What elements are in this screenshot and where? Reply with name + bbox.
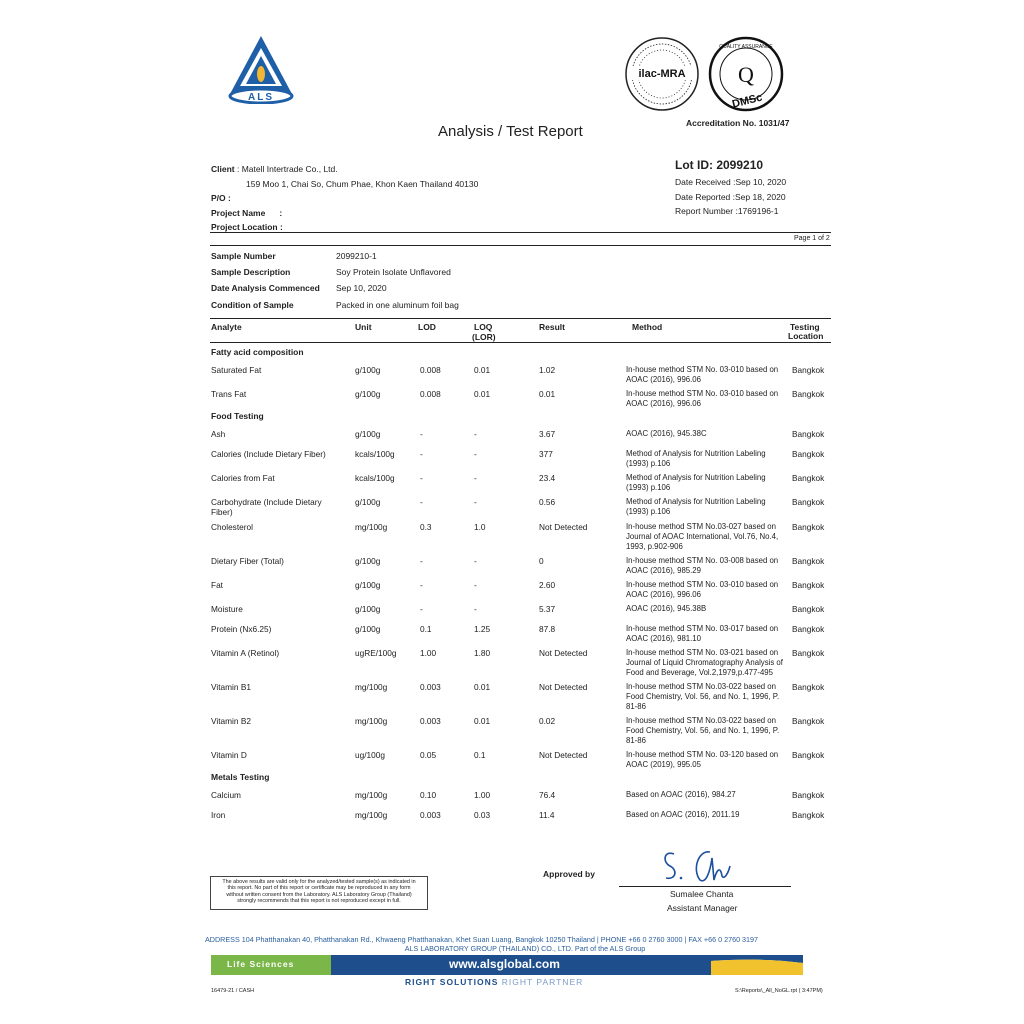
header-testing: Testing <box>790 322 820 332</box>
sample-number-label: Sample Number <box>211 251 276 261</box>
analyte-cell: Calories (Include Dietary Fiber) <box>211 449 326 459</box>
footer-address <box>205 935 825 953</box>
unit-cell: g/100g <box>355 389 381 399</box>
po-label: P/O : <box>211 193 231 203</box>
unit-cell: g/100g <box>355 429 381 439</box>
footer-address-line: ADDRESS 104 Phatthanakan 40, Phatthanakan Rd., Khwaeng Phatthanakan, Khet Suan Luang, Bangkok 10250 Thailand | PHONE +66 0 2760 3000 | FAX +66 0 2760 3197 <box>205 935 759 944</box>
loq-cell: 0.03 <box>474 810 491 820</box>
unit-cell: mg/100g <box>355 716 388 726</box>
loq-cell: - <box>474 604 477 614</box>
sample-description-label: Sample Description <box>211 267 291 278</box>
disclaimer-line: strongly recommends that this report is not reproduced except in full. <box>237 897 401 904</box>
location-cell: Bangkok <box>792 790 825 800</box>
unit-cell: ug/100g <box>355 750 385 760</box>
location-cell: Bangkok <box>792 624 825 634</box>
disclaimer-line: without written consent from the Laboratory. ALS Laboratory Group (Thailand) <box>226 891 412 898</box>
location-cell: Bangkok <box>792 429 825 439</box>
location-cell: Bangkok <box>792 473 825 483</box>
unit-cell: mg/100g <box>355 810 388 820</box>
analyte-cell: Calcium <box>211 790 241 800</box>
method-cell: AOAC (2016), 945.38B <box>626 604 707 613</box>
location-cell: Bangkok <box>792 580 825 590</box>
method-cell: In-house method STM No. 03-120 based on AOAC (2019), 995.05 <box>626 750 779 769</box>
analyte-cell: Vitamin B1 <box>211 682 251 692</box>
sample-description-value: Soy Protein Isolate Unflavored <box>336 267 451 278</box>
loq-cell: - <box>474 497 477 507</box>
loq-cell: - <box>474 580 477 590</box>
footer-banner <box>211 955 803 975</box>
signature <box>660 846 740 886</box>
analyte-cell: Ash <box>211 429 226 439</box>
location-cell: Bangkok <box>792 648 825 658</box>
client-block <box>211 162 478 235</box>
svg-text:ilac-MRA: ilac-MRA <box>638 68 686 80</box>
lod-cell: 0.05 <box>420 750 437 760</box>
lod-cell: 0.003 <box>420 682 441 692</box>
location-cell: Bangkok <box>792 750 825 760</box>
location-cell: Bangkok <box>792 389 825 399</box>
lod-cell: 0.3 <box>420 522 432 532</box>
lod-cell: 0.008 <box>420 389 441 399</box>
unit-cell: g/100g <box>355 624 381 634</box>
als-logo <box>226 34 296 104</box>
analyte-cell: Vitamin D <box>211 750 247 760</box>
location-cell: Bangkok <box>792 365 825 375</box>
method-cell: In-house method STM No. 03-010 based on AOAC (2016), 996.06 <box>626 365 779 384</box>
lod-cell: 1.00 <box>420 648 437 658</box>
client-value: : Matell Intertrade Co., Ltd. <box>237 164 338 174</box>
signature-line <box>619 886 791 887</box>
table-header-rule <box>210 342 831 343</box>
analyte-cell: Vitamin B2 <box>211 716 251 726</box>
accreditation-marks <box>624 32 794 122</box>
result-cell: 0.01 <box>539 389 556 399</box>
client-address: 159 Moo 1, Chai So, Chum Phae, Khon Kaen Thailand 40130 <box>246 178 479 189</box>
analyte-cell: Trans Fat <box>211 389 247 399</box>
result-cell: 87.8 <box>539 624 556 634</box>
result-cell: 377 <box>539 449 553 459</box>
analyte-cell: Iron <box>211 810 226 820</box>
sample-number-value: 2099210-1 <box>336 251 377 261</box>
date-reported: Date Reported :Sep 18, 2020 <box>675 191 786 202</box>
approver-name: Sumalee Chanta <box>670 889 734 899</box>
approved-by-label: Approved by <box>543 869 595 879</box>
unit-cell: g/100g <box>355 497 381 507</box>
result-cell: 11.4 <box>539 810 555 820</box>
location-cell: Bangkok <box>792 497 825 507</box>
divider <box>210 245 831 246</box>
unit-cell: mg/100g <box>355 682 388 692</box>
method-cell: In-house method STM No.03-022 based on Food Chemistry, Vol. 56, and No. 1, 1996, P. 81-86 <box>626 682 780 711</box>
tagline-right-solutions: RIGHT SOLUTIONS <box>405 977 499 987</box>
location-cell: Bangkok <box>792 522 825 532</box>
lod-cell: - <box>420 556 423 566</box>
location-cell: Bangkok <box>792 682 825 692</box>
loq-cell: - <box>474 429 477 439</box>
dmsc-quality-mark <box>710 38 782 111</box>
location-cell: Bangkok <box>792 556 825 566</box>
analyte-cell: Cholesterol <box>211 522 253 532</box>
unit-cell: g/100g <box>355 556 381 566</box>
result-cell: 3.67 <box>539 429 556 439</box>
tagline-right-partner: RIGHT PARTNER <box>501 977 584 987</box>
date-commenced-value: Sep 10, 2020 <box>336 283 387 294</box>
header-location: Location <box>788 331 824 341</box>
file-path: S:\Reports\_All_NoGL.rpt ( 3:47PM) <box>735 988 823 994</box>
lod-cell: - <box>420 497 423 507</box>
table-top-rule <box>210 318 831 319</box>
method-cell: In-house method STM No. 03-010 based on AOAC (2016), 996.06 <box>626 389 779 408</box>
result-cell: Not Detected <box>539 522 588 532</box>
footer-group-line: ALS LABORATORY GROUP (THAILAND) CO., LTD. Part of the ALS Group <box>404 944 646 953</box>
section-title: Metals Testing <box>211 772 270 782</box>
result-cell: 0.56 <box>539 497 556 507</box>
loq-cell: 0.01 <box>474 389 491 399</box>
method-cell: Method of Analysis for Nutrition Labeling (1993) p.106 <box>626 473 766 492</box>
page-number: Page 1 of 2 <box>794 235 830 242</box>
method-cell: Method of Analysis for Nutrition Labeling (1993) p.106 <box>626 449 766 468</box>
divider <box>210 232 831 233</box>
loq-cell: 0.1 <box>474 750 486 760</box>
method-cell: In-house method STM No. 03-010 based on AOAC (2016), 996.06 <box>626 580 779 599</box>
lod-cell: 0.1 <box>420 624 432 634</box>
disclaimer-box <box>210 876 428 910</box>
approver-position: Assistant Manager <box>667 903 738 913</box>
header-method: Method <box>632 322 663 332</box>
unit-cell: mg/100g <box>355 522 388 532</box>
report-dates <box>675 175 786 219</box>
loq-cell: - <box>474 556 477 566</box>
loq-cell: 1.0 <box>474 522 486 532</box>
method-cell: In-house method STM No.03-027 based on Journal of AOAC International, Vol.76, No.4, 1993, p.902-906 <box>626 522 779 551</box>
document-code: 16479-21 / CASH <box>211 988 255 994</box>
lod-cell: 0.008 <box>420 365 441 375</box>
method-cell: Based on AOAC (2016), 984.27 <box>626 790 736 799</box>
result-cell: Not Detected <box>539 750 588 760</box>
loq-cell: - <box>474 473 477 483</box>
report-number: Report Number :1769196-1 <box>675 206 779 216</box>
loq-cell: 1.25 <box>474 624 491 634</box>
analyte-cell: Saturated Fat <box>211 365 262 375</box>
header-loq: LOQ <box>474 322 493 332</box>
unit-cell: kcals/100g <box>355 473 395 483</box>
lod-cell: - <box>420 449 423 459</box>
sample-info <box>211 248 459 313</box>
lod-cell: 0.003 <box>420 810 441 820</box>
location-cell: Bangkok <box>792 604 825 614</box>
result-cell: Not Detected <box>539 648 588 658</box>
svg-text:DMSc: DMSc <box>730 91 764 111</box>
report-title: Analysis / Test Report <box>438 123 583 140</box>
lod-cell: - <box>420 429 423 439</box>
header-result: Result <box>539 322 565 332</box>
sample-condition-value: Packed in one aluminum foil bag <box>336 299 459 310</box>
svg-text:QUALITY ASSURANCE: QUALITY ASSURANCE <box>719 44 773 50</box>
method-cell: In-house method STM No. 03-017 based on AOAC (2016), 981.10 <box>626 624 779 643</box>
analyte-cell: Vitamin A (Retinol) <box>211 648 280 658</box>
lod-cell: 0.10 <box>420 790 437 800</box>
location-cell: Bangkok <box>792 449 825 459</box>
unit-cell: ugRE/100g <box>355 648 397 658</box>
method-cell: Method of Analysis for Nutrition Labeling (1993) p.106 <box>626 497 766 516</box>
method-cell: In-house method STM No. 03-008 based on AOAC (2016), 985.29 <box>626 556 779 575</box>
header-lor: (LOR) <box>472 332 496 342</box>
result-cell: 2.60 <box>539 580 556 590</box>
lot-id: Lot ID: 2099210 <box>675 158 764 172</box>
accreditation-number: Accreditation No. 1031/47 <box>686 118 790 128</box>
project-name-label: Project Name <box>211 207 266 218</box>
loq-cell: - <box>474 449 477 459</box>
header-lod: LOD <box>418 322 436 332</box>
method-cell: In-house method STM No. 03-021 based on Journal of Liquid Chromatography Analysis of Food and Beverage, Vol.2,1979,p.477-495 <box>626 648 783 677</box>
section-title: Food Testing <box>211 411 264 421</box>
unit-cell: g/100g <box>355 604 381 614</box>
lod-cell: 0.003 <box>420 716 441 726</box>
result-cell: 0 <box>539 556 544 566</box>
analyte-cell: Protein (Nx6.25) <box>211 624 272 634</box>
analyte-cell: Calories from Fat <box>211 473 275 483</box>
unit-cell: g/100g <box>355 365 381 375</box>
disclaimer-line: this report. No part of this report or certificate may be reproduced in any form <box>227 885 411 892</box>
sample-condition-label: Condition of Sample <box>211 299 294 310</box>
unit-cell: kcals/100g <box>355 449 395 459</box>
svg-text:Q: Q <box>738 62 754 87</box>
date-received: Date Received :Sep 10, 2020 <box>675 177 787 187</box>
als-logo-text: ALS <box>248 92 274 103</box>
location-cell: Bangkok <box>792 810 825 820</box>
result-cell: 5.37 <box>539 604 556 614</box>
method-cell: In-house method STM No.03-022 based on Food Chemistry, Vol. 56, and No. 1, 1996, P. 81-86 <box>626 716 780 745</box>
unit-cell: mg/100g <box>355 790 388 800</box>
project-name-colon: : <box>279 207 283 218</box>
result-cell: 76.4 <box>539 790 556 800</box>
result-cell: 1.02 <box>539 365 556 375</box>
loq-cell: 0.01 <box>474 365 491 375</box>
ilac-mra-mark <box>626 38 698 110</box>
header-analyte: Analyte <box>211 322 242 332</box>
lod-cell: - <box>420 580 423 590</box>
method-cell: Based on AOAC (2016), 2011.19 <box>626 810 740 819</box>
section-title: Fatty acid composition <box>211 347 304 357</box>
method-cell: AOAC (2016), 945.38C <box>626 429 707 438</box>
analyte-cell: Dietary Fiber (Total) <box>211 556 284 566</box>
analyte-cell: Fat <box>211 580 223 590</box>
loq-cell: 1.80 <box>474 648 491 658</box>
lod-cell: - <box>420 604 423 614</box>
project-location-label: Project Location : <box>211 222 283 232</box>
analyte-cell: Carbohydrate (Include Dietary Fiber) <box>211 497 322 517</box>
unit-cell: g/100g <box>355 580 381 590</box>
life-sciences-label: Life Sciences <box>227 959 295 969</box>
result-cell: 0.02 <box>539 716 556 726</box>
header-unit: Unit <box>355 322 372 332</box>
lod-cell: - <box>420 473 423 483</box>
result-cell: Not Detected <box>539 682 588 692</box>
loq-cell: 0.01 <box>474 716 491 726</box>
location-cell: Bangkok <box>792 716 825 726</box>
client-label: Client <box>211 164 235 174</box>
date-commenced-label: Date Analysis Commenced <box>211 283 320 294</box>
website-link[interactable]: www.alsglobal.com <box>449 957 560 971</box>
result-cell: 23.4 <box>539 473 556 483</box>
tagline <box>405 977 583 987</box>
analyte-cell: Moisture <box>211 604 243 614</box>
loq-cell: 0.01 <box>474 682 491 692</box>
disclaimer-line: The above results are valid only for the analyzed/tested sample(s) as indicated in <box>222 879 416 885</box>
loq-cell: 1.00 <box>474 790 491 800</box>
